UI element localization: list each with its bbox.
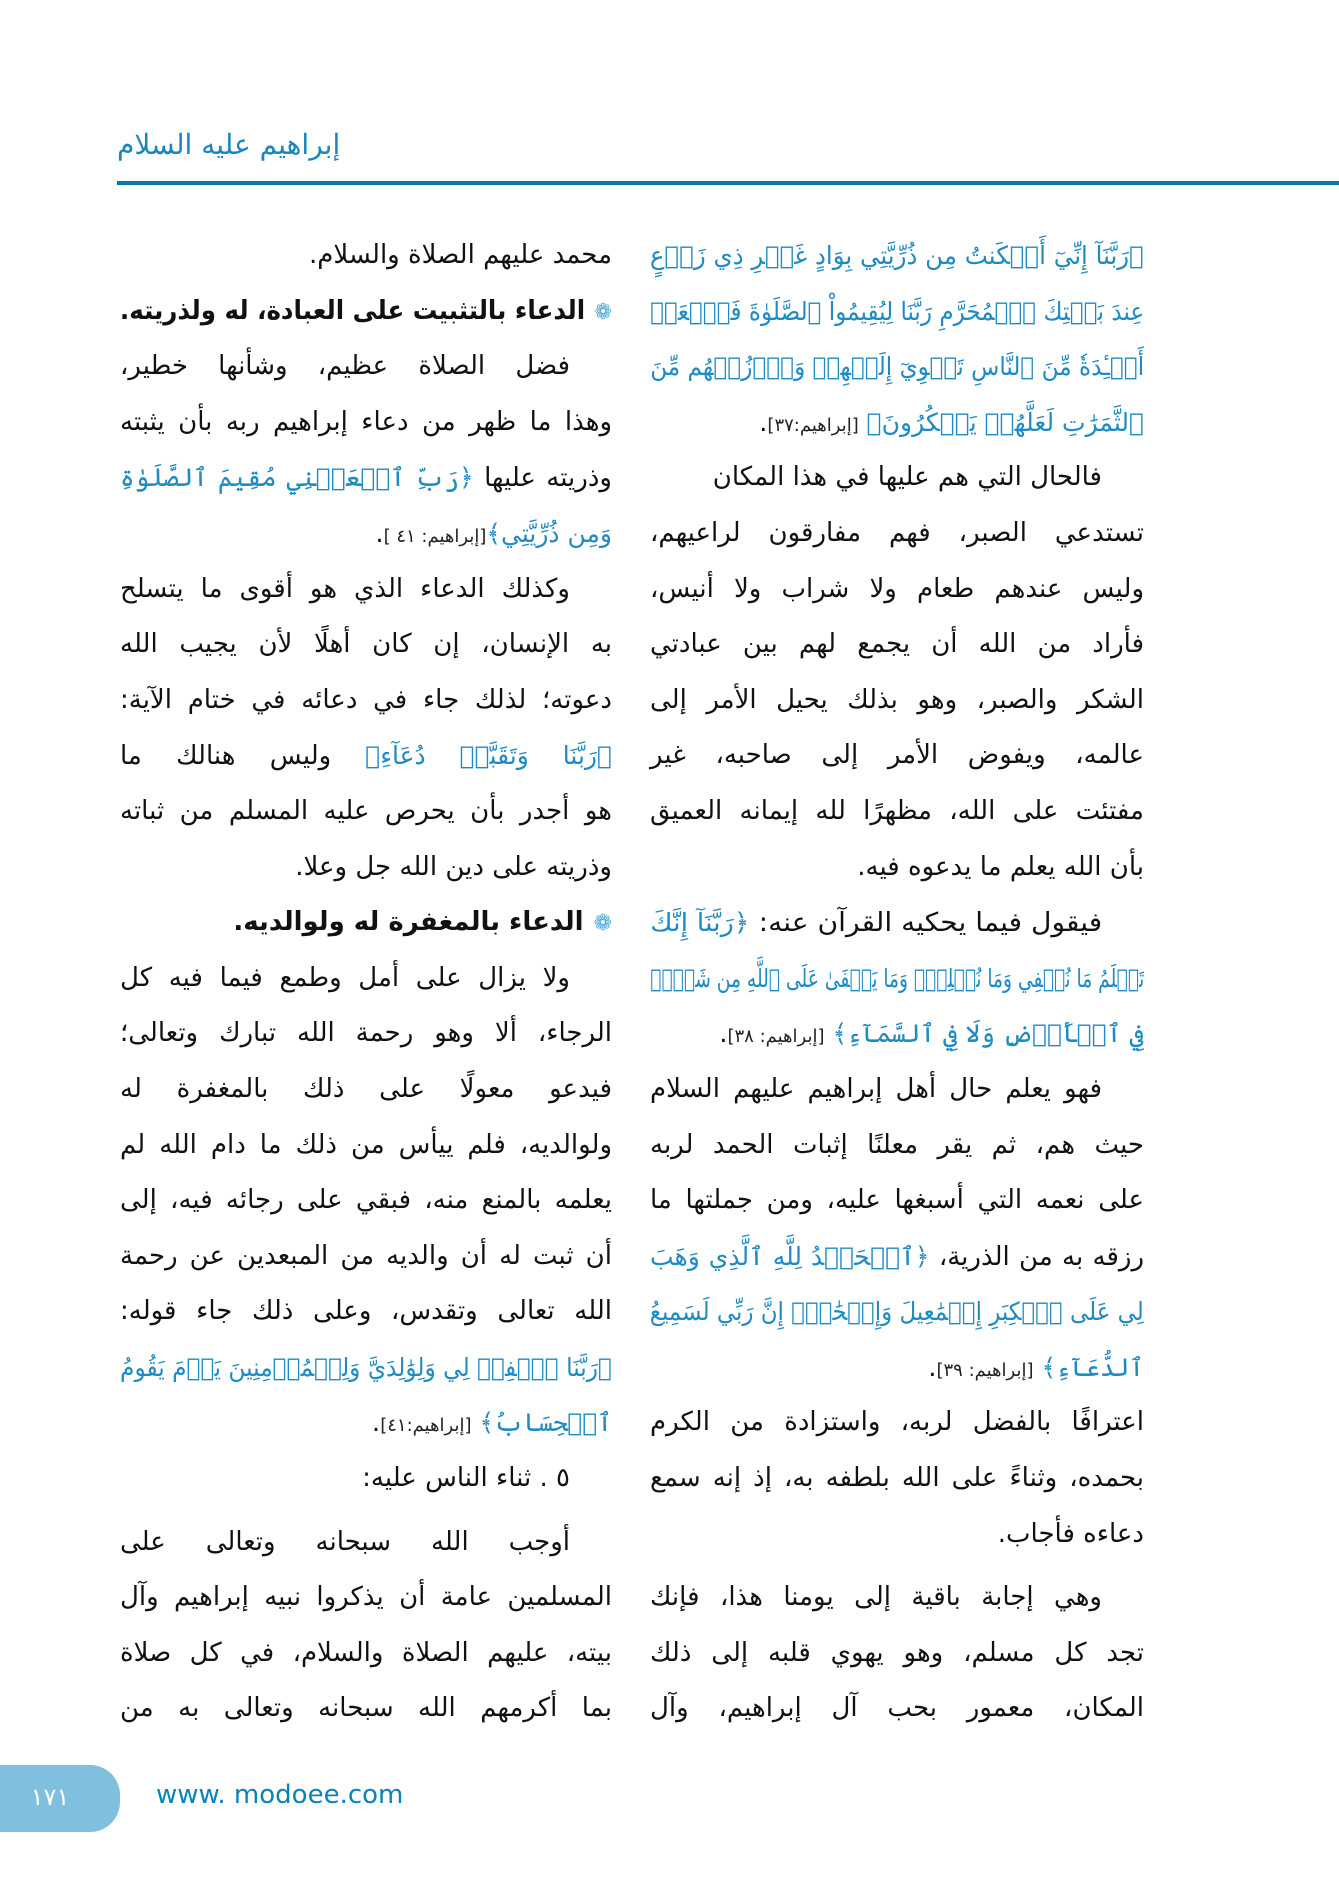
quran-verse: ﴿رَبِّ ٱجۡعَلۡنِي مُقِيمَ ٱلصَّلَوٰةِ <box>120 463 474 493</box>
right-text-column <box>648 228 1144 1737</box>
website-link[interactable]: www. modoee.com <box>156 1780 404 1810</box>
text-line-content <box>120 450 612 506</box>
left-text-column <box>118 228 612 1737</box>
verse-reference: [إبراهيم:٤١] <box>380 1415 472 1437</box>
text-line-content <box>120 951 570 1007</box>
text-line-content <box>759 395 1144 451</box>
body-text: الدعاء بالتثبيت على العبادة، له ولذريته. <box>120 295 586 326</box>
text-line <box>648 1395 1144 1451</box>
text-line <box>118 1062 612 1118</box>
body-text: وكذلك الدعاء الذي هو أقوى ما يتسلح <box>120 573 570 604</box>
text-line <box>648 951 1144 1007</box>
text-line-content <box>650 284 1144 340</box>
body-text: به الإنسان، إن كان أهلًا لأن يجيب الله <box>120 629 612 660</box>
text-line-content <box>120 284 612 340</box>
text-line-content <box>650 895 1102 951</box>
body-text: اعترافًا بالفضل لربه، واستزادة من الكرم <box>650 1407 1144 1438</box>
page-number-tab <box>0 1765 120 1832</box>
text-line <box>648 1681 1144 1737</box>
text-line <box>118 1451 612 1507</box>
quran-verse: لِي عَلَى ٱلۡكِبَرِ إِسۡمَٰعِيلَ وَإِسۡحَٰقَۚ إِنَّ رَبِّي لَسَمِيعُ <box>650 1297 1144 1327</box>
body-text: المكان، معمور بحب آل إبراهيم، وآل <box>650 1693 1144 1724</box>
text-line-content <box>233 895 612 951</box>
text-line <box>118 840 612 896</box>
body-text: فهو يعلم حال أهل إبراهيم عليهم السلام <box>650 1073 1102 1104</box>
text-line <box>648 284 1144 340</box>
text-line-content <box>120 339 570 395</box>
body-text: عالمه، ويفوض الأمر إلى صاحبه، غير <box>650 740 1144 771</box>
text-line-content <box>650 1395 1144 1451</box>
body-text: بما أكرمهم الله سبحانه وتعالى به من <box>120 1693 612 1724</box>
text-line-content <box>650 728 1144 784</box>
text-line <box>118 1626 612 1682</box>
quran-verse: ٱلثَّمَرَٰتِ لَعَلَّهُمۡ يَشۡكُرُونَ﴾ <box>858 407 1144 437</box>
body-text: وليس عندهم طعام ولا شراب ولا أنيس، <box>650 573 1144 604</box>
text-line <box>118 1006 612 1062</box>
text-line <box>118 1395 612 1451</box>
quran-verse: ٱلدُّعَآءِ﴾ <box>1033 1352 1144 1382</box>
body-text: رزقه به من الذرية، <box>929 1241 1144 1272</box>
body-text: فأراد من الله أن يجمع لهم بين عبادتي <box>650 629 1144 660</box>
text-line-content <box>120 1681 612 1737</box>
body-text: ولا يزال على أمل وطمع فيما فيه كل <box>120 962 570 993</box>
text-line <box>118 1340 612 1396</box>
quran-verse: تَعۡلَمُ مَا نُخۡفِي وَمَا نُعۡلِنُۗ وَمَا يَخۡفَىٰ عَلَى ٱللَّهِ مِن شَيۡءٖ <box>650 963 1144 993</box>
text-line-content <box>650 1681 1144 1737</box>
quran-verse: ﴿ٱلۡحَمۡدُ لِلَّهِ ٱلَّذِي وَهَبَ <box>650 1241 930 1271</box>
body-text: وهذا ما ظهر من دعاء إبراهيم ربه بأن يثبته <box>120 406 612 437</box>
text-line <box>648 1451 1144 1507</box>
text-line-content <box>719 1006 1144 1062</box>
text-line-content <box>650 1062 1102 1118</box>
text-line <box>648 1173 1144 1229</box>
quran-verse: عِندَ بَيۡتِكَ ٱلۡمُحَرَّمِ رَبَّنَا لِيُقِيمُواْ ٱلصَّلَوٰةَ فَٱجۡعَلۡ <box>650 296 1144 326</box>
body-text: تستدعي الصبر، فهم مفارقون لراعيهم، <box>650 517 1144 548</box>
text-line-content <box>362 1451 570 1507</box>
text-line-content <box>120 1173 612 1229</box>
text-line-content <box>650 1451 1144 1507</box>
text-line-content <box>650 1626 1144 1682</box>
text-line <box>648 1507 1144 1563</box>
body-text: وذريته على دين الله جل وعلا. <box>295 851 612 882</box>
text-line <box>648 617 1144 673</box>
body-text: الدعاء بالمغفرة له ولوالديه. <box>233 907 584 938</box>
text-line <box>118 450 612 506</box>
body-text: وهي إجابة باقية إلى يومنا هذا، فإنك <box>650 1582 1102 1613</box>
verse-reference: [إبراهيم:٣٧] <box>767 414 859 436</box>
text-line <box>118 1515 612 1571</box>
text-line <box>118 1118 612 1174</box>
quran-verse: ﴿رَبَّنَا ٱغۡفِرۡ لِي وَلِوَٰلِدَيَّ وَلِلۡمُؤۡمِنِينَ يَوۡمَ يَقُومُ <box>120 1352 612 1382</box>
flower-bullet-icon: ❁ <box>594 299 612 325</box>
text-line <box>648 1284 1144 1340</box>
text-line-content <box>650 673 1144 729</box>
text-line <box>118 728 612 784</box>
text-line <box>118 951 612 1007</box>
quran-verse: وَمِن ذُرِّيَّتِي﴾ <box>486 518 612 548</box>
text-line <box>648 1118 1144 1174</box>
text-line-content <box>120 562 570 618</box>
body-text: بأن الله يعلم ما يدعوه فيه. <box>857 851 1144 882</box>
text-line-content <box>120 673 612 729</box>
body-text: فيقول فيما يحكيه القرآن عنه: <box>749 908 1102 939</box>
text-line-content <box>650 562 1144 618</box>
text-line <box>648 562 1144 618</box>
text-line <box>118 1229 612 1285</box>
text-line <box>648 506 1144 562</box>
text-line-content <box>295 840 612 896</box>
body-text: المسلمين عامة أن يذكروا نبيه إبراهيم وآل <box>120 1582 612 1613</box>
text-line-content <box>120 395 612 451</box>
body-text: ولوالديه، فلم ييأس من ذلك ما دام الله لم <box>120 1129 612 1160</box>
text-line-content <box>650 1118 1144 1174</box>
text-line <box>118 1681 612 1737</box>
text-line-content <box>998 1507 1144 1563</box>
text-line <box>648 728 1144 784</box>
running-header-title: إبراهيم عليه السلام <box>117 128 341 161</box>
verse-reference: [إبراهيم: ٣٨] <box>727 1026 825 1048</box>
quran-verse: ﴿رَبَّنَآ إِنَّكَ <box>650 908 750 938</box>
text-line-content <box>120 617 612 673</box>
text-line <box>648 784 1144 840</box>
body-text: وليس هنالك ما <box>120 741 332 772</box>
body-text: . <box>719 1019 728 1050</box>
text-line <box>118 1284 612 1340</box>
page-number: ١٧١ <box>30 1783 70 1811</box>
body-text: . <box>759 407 768 438</box>
text-line-content <box>372 1395 612 1451</box>
quran-verse: فِي ٱلۡأَرۡضِ وَلَا فِي ٱلسَّمَآءِ﴾ <box>824 1019 1144 1049</box>
text-line <box>118 339 612 395</box>
text-line-content <box>120 1062 612 1118</box>
header-divider <box>117 181 1339 185</box>
text-line-content <box>650 617 1144 673</box>
text-line <box>648 673 1144 729</box>
text-line <box>648 1229 1144 1285</box>
body-text: فيدعو معولًا على ذلك بالمغفرة له <box>120 1073 612 1104</box>
text-line-content <box>857 840 1144 896</box>
text-line <box>118 1570 612 1626</box>
text-line <box>648 840 1144 896</box>
body-text: بحمده، وثناءً على الله بلطفه به، إذ إنه سمع <box>650 1463 1144 1494</box>
body-text: حيث هم، ثم يقر معلنًا إثبات الحمد لربه <box>650 1129 1144 1160</box>
body-text: تجد كل مسلم، وهو يهوي قلبه إلى ذلك <box>650 1637 1144 1668</box>
text-line <box>648 395 1144 451</box>
body-text: . <box>375 518 384 549</box>
text-line-content <box>650 1284 1144 1340</box>
text-line-content <box>120 1515 570 1571</box>
body-text: فضل الصلاة عظيم، وشأنها خطير، <box>120 351 570 382</box>
verse-reference: [إبراهيم: ٤١ ] <box>383 525 487 547</box>
text-line-content <box>120 1570 612 1626</box>
text-line-content <box>650 339 1144 395</box>
text-line-content <box>375 506 612 562</box>
body-text: أوجب الله سبحانه وتعالى على <box>120 1526 570 1557</box>
text-line-content <box>309 228 612 284</box>
body-text: وذريته عليها <box>473 463 612 494</box>
text-line <box>118 284 612 340</box>
text-line <box>648 1570 1144 1626</box>
text-line-content <box>120 1229 612 1285</box>
text-line <box>648 1062 1144 1118</box>
text-line <box>118 1173 612 1229</box>
text-line <box>118 395 612 451</box>
text-line-content <box>120 1340 612 1396</box>
text-line-content <box>650 1229 1144 1285</box>
body-text: أن ثبت له أن والديه من المبعدين عن رحمة <box>120 1240 612 1271</box>
text-line-content <box>120 784 612 840</box>
body-text: محمد عليهم الصلاة والسلام. <box>308 240 612 270</box>
text-line <box>118 506 612 562</box>
quran-verse: ﴿رَبَّنَآ إِنِّيٓ أَسۡكَنتُ مِن ذُرِّيَّتِي بِوَادٍ غَيۡرِ ذِي زَرۡعٍ <box>650 241 1144 270</box>
text-line-content <box>650 506 1144 562</box>
text-line <box>118 617 612 673</box>
text-line-content <box>650 784 1144 840</box>
quran-verse: ﴿رَبَّنَا وَتَقَبَّلۡ دُعَآءِ﴾ <box>331 741 612 771</box>
text-line <box>118 562 612 618</box>
text-line <box>118 895 612 951</box>
text-line-content <box>120 1284 612 1340</box>
body-text: . <box>371 1408 381 1439</box>
body-text: يعلمه بالمنع منه، فبقي على رجائه فيه، إلى <box>120 1185 612 1216</box>
body-text: هو أجدر بأن يحرص عليه المسلم من ثباته <box>120 795 612 826</box>
text-line <box>648 1006 1144 1062</box>
body-text: فالحال التي هم عليها في هذا المكان <box>712 462 1102 493</box>
body-text: الرجاء، ألا وهو رحمة الله تبارك وتعالى؛ <box>120 1018 612 1049</box>
text-line <box>648 450 1144 506</box>
body-text: مفتئت على الله، مظهرًا لله إيمانه العميق <box>650 795 1144 826</box>
body-text: دعوته؛ لذلك جاء في دعائه في ختام الآية: <box>120 684 612 715</box>
text-line-content <box>120 1118 612 1174</box>
text-line <box>648 228 1144 284</box>
quran-verse: أَفۡـِٔدَةٗ مِّنَ ٱلنَّاسِ تَهۡوِيٓ إِلَيۡهِمۡ وَٱرۡزُقۡهُم مِّنَ <box>650 352 1144 382</box>
body-text: بيته، عليهم الصلاة والسلام، في كل صلاة <box>120 1637 612 1668</box>
text-line-content <box>650 228 1144 284</box>
text-line <box>118 673 612 729</box>
text-line-content <box>120 728 612 784</box>
text-line-content <box>120 1006 612 1062</box>
text-line <box>118 228 612 284</box>
text-line <box>648 895 1144 951</box>
text-line <box>648 339 1144 395</box>
body-text: على نعمه التي أسبغها عليه، ومن جملتها ما <box>650 1185 1144 1216</box>
text-line-content <box>120 1626 612 1682</box>
verse-reference: [إبراهيم: ٣٩] <box>936 1359 1034 1381</box>
flower-bullet-icon: ❁ <box>593 911 612 937</box>
body-text: دعاءه فأجاب. <box>997 1518 1144 1549</box>
text-line <box>648 1340 1144 1396</box>
quran-verse: ٱلۡحِسَابُ﴾ <box>471 1408 612 1438</box>
body-text: الله تعالى وتقدس، وعلى ذلك جاء قوله: <box>120 1296 612 1327</box>
text-line-content <box>650 1173 1144 1229</box>
body-text: ٥ . ثناء الناس عليه: <box>362 1463 570 1494</box>
body-text: الشكر والصبر، وهو بذلك يحيل الأمر إلى <box>650 684 1144 715</box>
text-line-content <box>650 951 1144 1007</box>
text-line-content <box>650 1570 1102 1626</box>
body-text: . <box>928 1352 937 1383</box>
text-line <box>648 1626 1144 1682</box>
text-line-content <box>928 1340 1144 1396</box>
text-line-content <box>713 450 1102 506</box>
text-line <box>118 784 612 840</box>
